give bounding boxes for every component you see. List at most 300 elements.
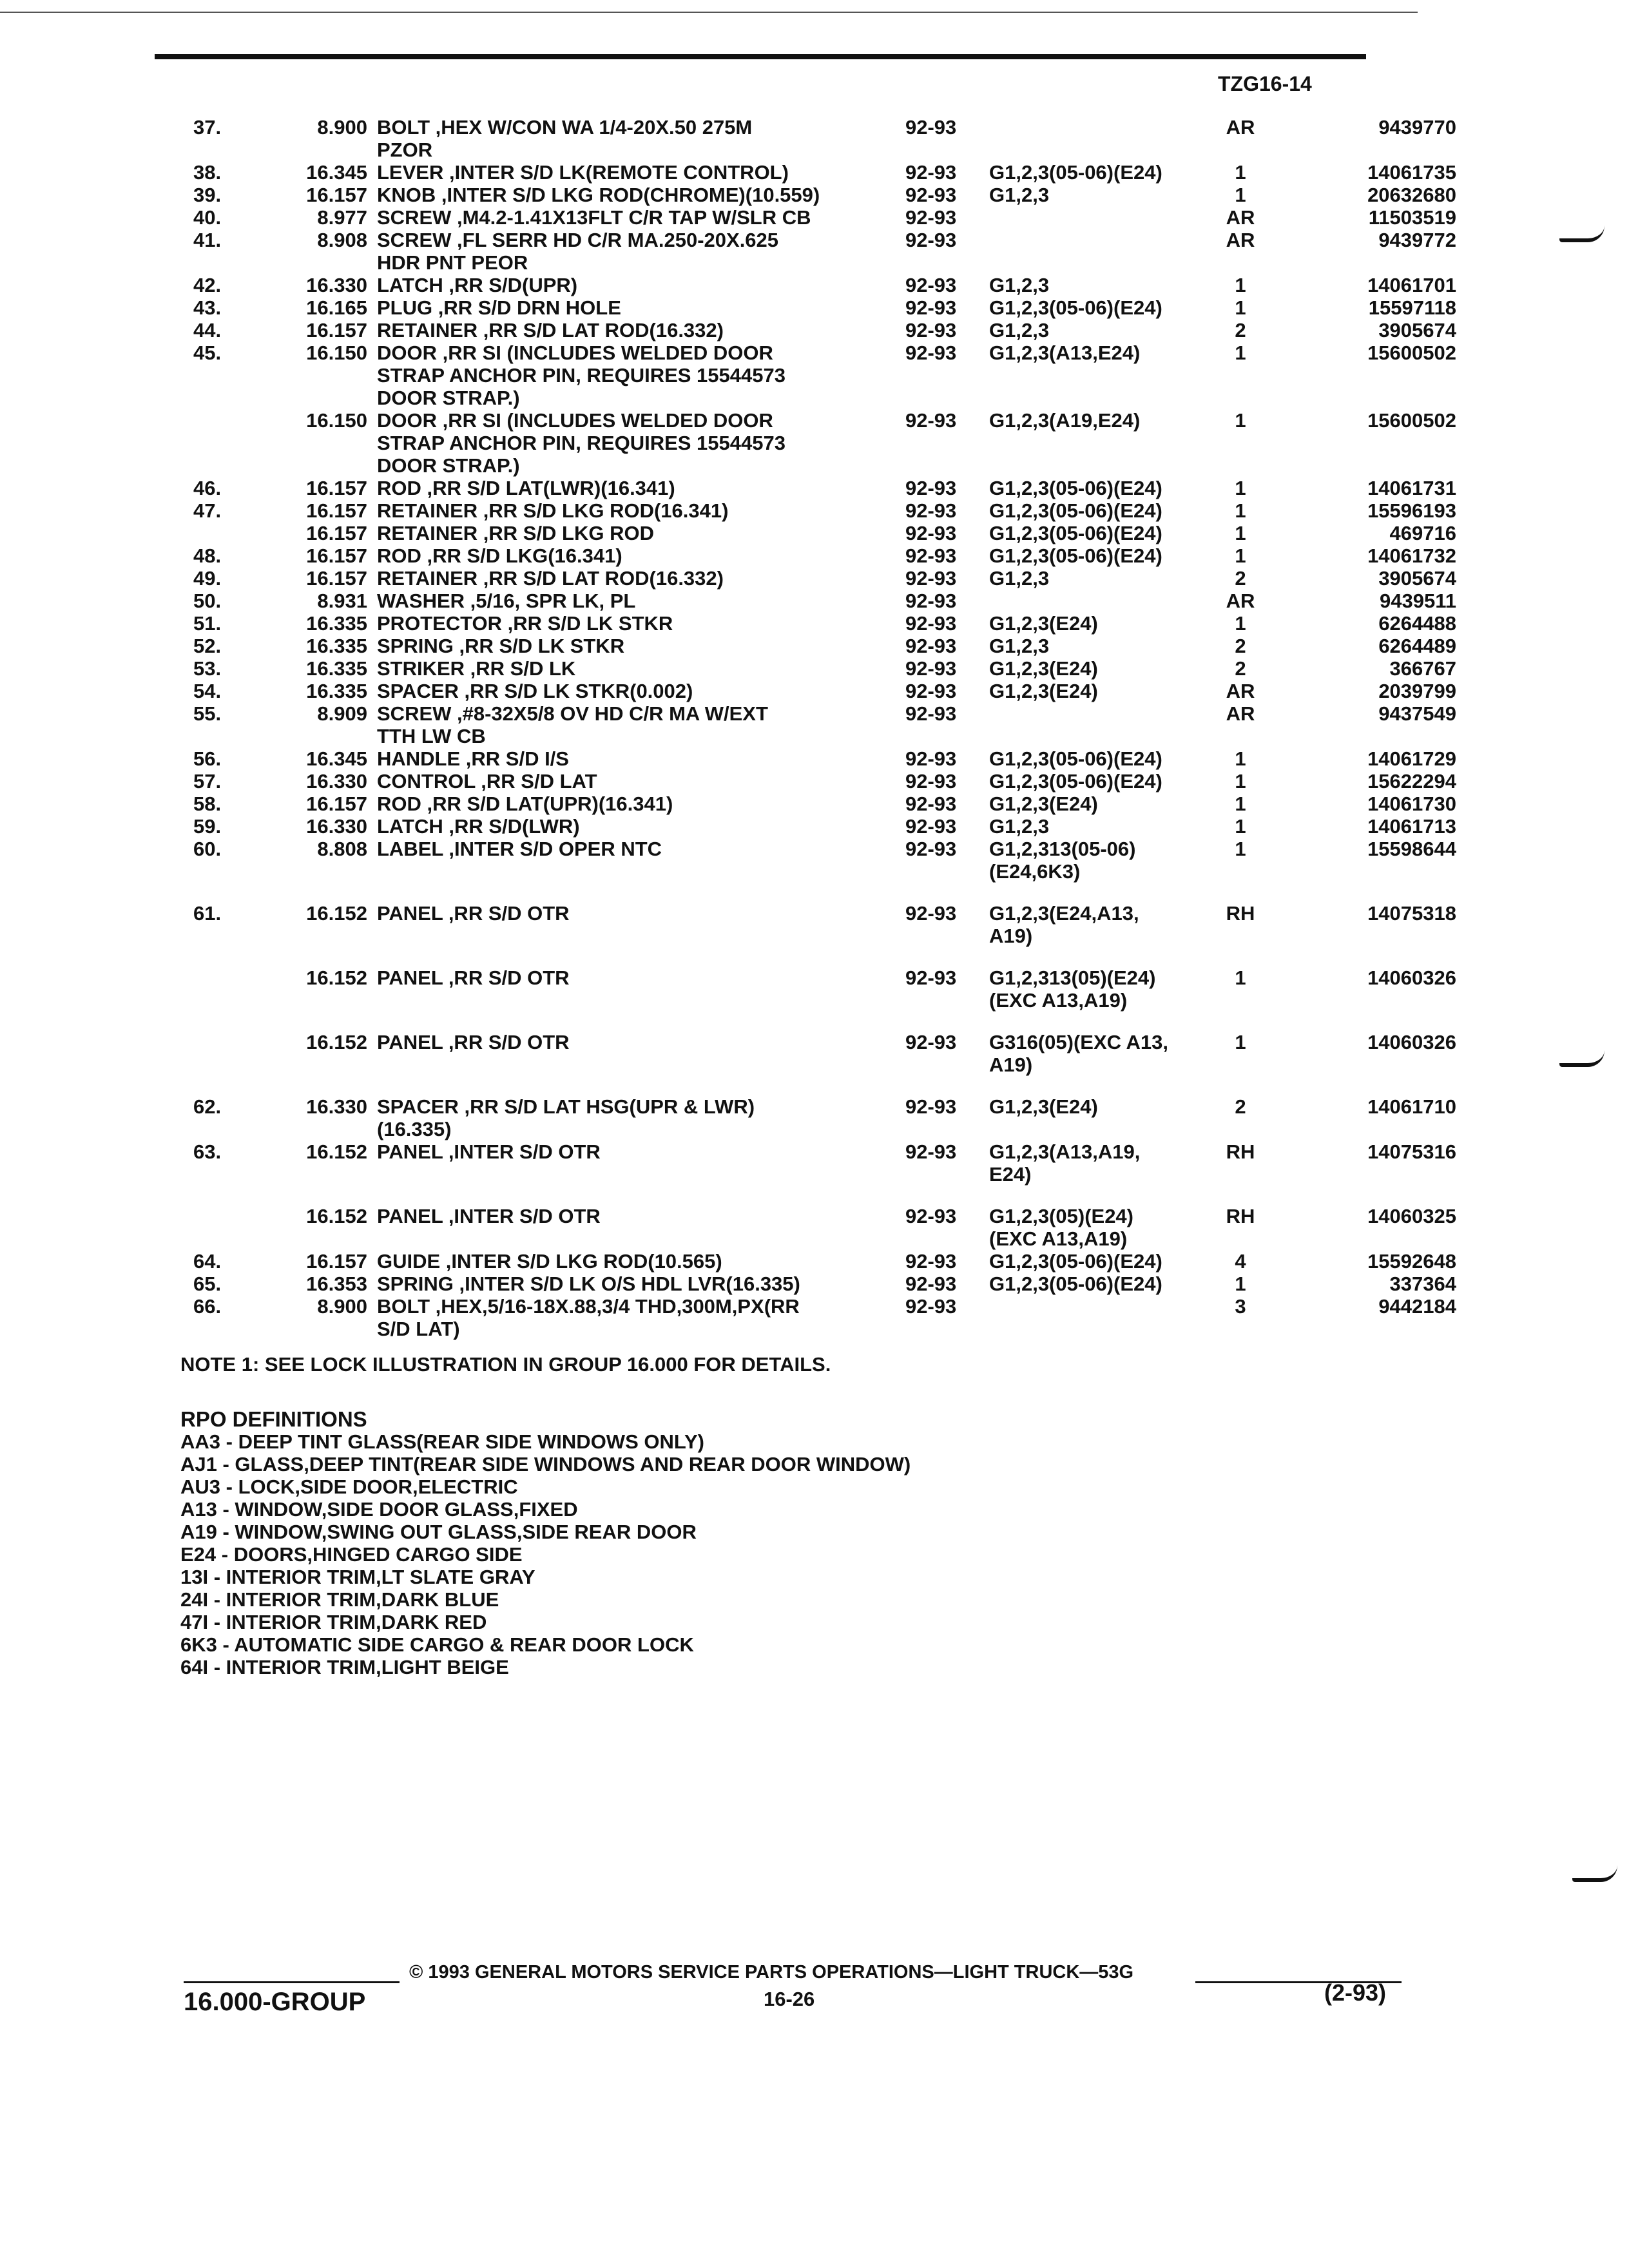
group-number: 16.157 [306,522,367,544]
description-line: DOOR ,RR SI (INCLUDES WELDED DOOR [377,341,773,364]
ref-number: 65. [193,1273,222,1295]
part-description [377,838,1079,860]
part-number: 14061701 [1367,274,1456,296]
quantity: 2 [1235,635,1246,657]
ref-number: 55. [193,702,222,725]
part-number: 14061732 [1367,544,1456,567]
model-years: 92-93 [905,590,957,612]
rpo-definitions [180,1408,911,1678]
part-description [377,499,1079,522]
ref-number: 60. [193,838,222,860]
model-years: 92-93 [905,902,957,925]
quantity: 2 [1235,319,1246,341]
group-number: 16.157 [306,184,367,206]
model-usage: G1,2,3(E24,A13, A19) [989,902,1139,947]
part-number: 9439770 [1378,116,1456,139]
footer-rule-left [184,1981,400,1983]
part-number: 14060326 [1367,966,1456,989]
part-description [377,815,1079,838]
quantity: 1 [1235,544,1246,567]
description-line: SPACER ,RR S/D LK STKR(0.002) [377,680,693,702]
part-number: 11503519 [1368,206,1456,229]
model-years: 92-93 [905,116,957,139]
group-number: 8.977 [317,206,367,229]
model-usage: G1,2,3 [989,274,1050,296]
rpo-item: 13I - INTERIOR TRIM,LT SLATE GRAY [180,1566,535,1588]
ref-number: 53. [193,657,222,680]
model-years: 92-93 [905,1140,957,1163]
part-description [377,319,1079,341]
description-line: SCREW ,#8-32X5/8 OV HD C/R MA W/EXT [377,702,768,725]
group-number: 8.900 [317,1295,367,1318]
description-continuation: STRAP ANCHOR PIN, REQUIRES 15544573 DOOR STRAP.) [377,432,786,477]
part-number: 15592648 [1367,1250,1456,1273]
part-row [193,499,1456,522]
rpo-item: A19 - WINDOW,SWING OUT GLASS,SIDE REAR DOOR [180,1521,697,1543]
ref-number: 52. [193,635,222,657]
model-usage: G1,2,3 [989,567,1050,590]
part-row [193,296,1456,319]
ref-number: 43. [193,296,222,319]
model-usage: G1,2,3(05-06)(E24) [989,296,1162,319]
group-number: 16.330 [306,815,367,838]
part-row [193,612,1456,635]
part-row [193,657,1456,680]
part-description [377,1205,1079,1227]
part-number: 2039799 [1378,680,1456,702]
group-number: 16.157 [306,1250,367,1273]
ref-number: 62. [193,1095,222,1118]
model-years: 92-93 [905,522,957,544]
part-number: 15597118 [1368,296,1456,319]
group-number: 8.908 [317,229,367,251]
description-line: PANEL ,RR S/D OTR [377,1031,570,1053]
quantity: AR [1226,206,1255,229]
part-number: 9439772 [1378,229,1456,251]
part-number: 14075316 [1367,1140,1456,1163]
description-line: HANDLE ,RR S/D I/S [377,747,569,770]
ref-number: 49. [193,567,222,590]
quantity: 1 [1235,184,1246,206]
quantity: 4 [1235,1250,1246,1273]
rpo-item: AU3 - LOCK,SIDE DOOR,ELECTRIC [180,1475,518,1498]
model-usage: G1,2,3(A13,A19, E24) [989,1140,1141,1186]
part-number: 6264488 [1378,612,1456,635]
quantity: RH [1226,1140,1255,1163]
group-number: 16.152 [306,1140,367,1163]
ref-number: 61. [193,902,222,925]
part-row [193,770,1456,793]
description-line: LATCH ,RR S/D(UPR) [377,274,578,296]
ref-number: 57. [193,770,222,793]
ref-number: 54. [193,680,222,702]
part-row [193,966,1456,1012]
ref-number: 56. [193,747,222,770]
group-number: 16.353 [306,1273,367,1295]
ref-number: 59. [193,815,222,838]
part-description [377,206,1079,229]
model-usage: G1,2,3(E24) [989,657,1098,680]
model-usage: G1,2,3(A13,E24) [989,341,1141,364]
part-number: 3905674 [1378,567,1456,590]
ref-number: 37. [193,116,222,139]
description-line: RETAINER ,RR S/D LKG ROD [377,522,654,544]
part-row [193,1140,1456,1186]
group-number: 16.152 [306,1031,367,1053]
model-years: 92-93 [905,477,957,499]
group-number: 16.150 [306,341,367,364]
group-number: 16.157 [306,499,367,522]
quantity: 1 [1235,793,1246,815]
model-years: 92-93 [905,702,957,725]
model-usage: G1,2,3(A19,E24) [989,409,1141,432]
model-years: 92-93 [905,544,957,567]
part-row [193,319,1456,341]
part-row [193,838,1456,883]
description-continuation: S/D LAT) [377,1318,460,1340]
part-description [377,116,1079,161]
part-description [377,229,1079,274]
part-description [377,274,1079,296]
part-description [377,747,1079,770]
model-years: 92-93 [905,747,957,770]
part-number: 14060325 [1367,1205,1456,1227]
footer-group-label: 16.000-GROUP [184,1988,366,2016]
group-number: 16.152 [306,966,367,989]
model-usage: G1,2,3(05-06)(E24) [989,499,1162,522]
group-number: 16.330 [306,274,367,296]
part-number: 14061731 [1367,477,1456,499]
part-number: 14075318 [1367,902,1456,925]
group-number: 8.931 [317,590,367,612]
ref-number: 40. [193,206,222,229]
quantity: AR [1226,702,1255,725]
group-number: 16.330 [306,1095,367,1118]
model-usage: G1,2,3(E24) [989,1095,1098,1118]
description-line: STRIKER ,RR S/D LK [377,657,576,680]
part-description [377,902,1079,925]
model-years: 92-93 [905,1095,957,1118]
part-description [377,477,1079,499]
model-usage: G1,2,3(E24) [989,793,1098,815]
group-number: 16.345 [306,747,367,770]
quantity: 1 [1235,815,1246,838]
ref-number: 64. [193,1250,222,1273]
model-usage: G1,2,3 [989,635,1050,657]
quantity: AR [1226,590,1255,612]
part-number: 14061713 [1367,815,1456,838]
part-number: 14061735 [1367,161,1456,184]
rpo-item: 47I - INTERIOR TRIM,DARK RED [180,1611,487,1633]
quantity: 1 [1235,522,1246,544]
model-usage: G1,2,3(05-06)(E24) [989,770,1162,793]
description-line: SCREW ,FL SERR HD C/R MA.250-20X.625 [377,229,779,251]
part-row [193,680,1456,702]
group-number: 8.900 [317,116,367,139]
group-number: 8.808 [317,838,367,860]
model-years: 92-93 [905,1250,957,1273]
quantity: 1 [1235,838,1246,860]
part-row [193,544,1456,567]
ref-number: 66. [193,1295,222,1318]
part-row [193,477,1456,499]
description-line: DOOR ,RR SI (INCLUDES WELDED DOOR [377,409,773,432]
description-line: PANEL ,INTER S/D OTR [377,1205,601,1227]
part-row [193,590,1456,612]
description-line: CONTROL ,RR S/D LAT [377,770,597,793]
description-line: SPACER ,RR S/D LAT HSG(UPR & LWR) [377,1095,755,1118]
group-number: 16.165 [306,296,367,319]
part-row [193,1031,1456,1076]
quantity: 1 [1235,341,1246,364]
description-line: WASHER ,5/16, SPR LK, PL [377,590,636,612]
part-description [377,1273,1079,1295]
rpo-item: 64I - INTERIOR TRIM,LIGHT BEIGE [180,1656,509,1678]
description-line: PLUG ,RR S/D DRN HOLE [377,296,621,319]
description-line: ROD ,RR S/D LAT(UPR)(16.341) [377,793,673,815]
ref-number: 63. [193,1140,222,1163]
model-usage: G1,2,3(05-06)(E24) [989,544,1162,567]
group-number: 16.157 [306,567,367,590]
model-usage: G1,2,313(05)(E24) (EXC A13,A19) [989,966,1156,1012]
description-line: PROTECTOR ,RR S/D LK STKR [377,612,673,635]
part-row [193,1095,1456,1140]
scan-binding-mark [1559,226,1605,242]
model-years: 92-93 [905,341,957,364]
model-usage: G1,2,3(05-06)(E24) [989,1250,1162,1273]
footer-copyright: © 1993 GENERAL MOTORS SERVICE PARTS OPERATIONS—LIGHT TRUCK—53G [409,1962,1134,1983]
quantity: 1 [1235,161,1246,184]
description-line: RETAINER ,RR S/D LAT ROD(16.332) [377,319,724,341]
rpo-title: RPO DEFINITIONS [180,1407,367,1431]
part-row [193,1205,1456,1250]
part-description [377,409,1079,477]
ref-number: 48. [193,544,222,567]
group-number: 8.909 [317,702,367,725]
part-row [193,206,1456,229]
part-description [377,1295,1079,1340]
part-number: 14061710 [1367,1095,1456,1118]
part-description [377,544,1079,567]
model-years: 92-93 [905,612,957,635]
part-row [193,567,1456,590]
part-number: 15598644 [1367,838,1456,860]
quantity: 1 [1235,1273,1246,1295]
part-row [193,522,1456,544]
part-number: 9439511 [1380,590,1456,612]
model-usage: G1,2,313(05-06) (E24,6K3) [989,838,1136,883]
quantity: 1 [1235,499,1246,522]
quantity: AR [1226,229,1255,251]
model-years: 92-93 [905,770,957,793]
quantity: 1 [1235,612,1246,635]
part-row [193,1295,1456,1340]
part-description [377,522,1079,544]
description-line: SPRING ,INTER S/D LK O/S HDL LVR(16.335) [377,1273,800,1295]
description-continuation: TTH LW CB [377,725,486,747]
part-description [377,567,1079,590]
part-row [193,274,1456,296]
description-line: ROD ,RR S/D LKG(16.341) [377,544,622,567]
part-row [193,815,1456,838]
part-number: 15600502 [1367,409,1456,432]
part-number: 14061730 [1367,793,1456,815]
part-row [193,116,1456,161]
scan-binding-mark [1559,1050,1605,1067]
model-years: 92-93 [905,1205,957,1227]
group-number: 16.152 [306,902,367,925]
parts-list [193,116,1456,1340]
part-number: 469716 [1389,522,1456,544]
note-text: NOTE 1: SEE LOCK ILLUSTRATION IN GROUP 16.000 FOR DETAILS. [180,1353,831,1376]
part-description [377,184,1079,206]
description-line: LEVER ,INTER S/D LK(REMOTE CONTROL) [377,161,789,184]
description-line: SPRING ,RR S/D LK STKR [377,635,625,657]
group-number: 16.157 [306,319,367,341]
model-usage: G1,2,3(E24) [989,612,1098,635]
model-usage: G316(05)(EXC A13, A19) [989,1031,1168,1076]
group-number: 16.152 [306,1205,367,1227]
description-line: PANEL ,RR S/D OTR [377,902,570,925]
part-description [377,612,1079,635]
part-row [193,635,1456,657]
model-years: 92-93 [905,680,957,702]
part-row [193,161,1456,184]
part-number: 337364 [1389,1273,1456,1295]
ref-number: 51. [193,612,222,635]
part-number: 15622294 [1367,770,1456,793]
part-description [377,590,1079,612]
description-line: KNOB ,INTER S/D LKG ROD(CHROME)(10.559) [377,184,820,206]
part-row [193,793,1456,815]
ref-number: 39. [193,184,222,206]
quantity: 2 [1235,1095,1246,1118]
footer-date: (2-93) [1324,1979,1387,2006]
model-years: 92-93 [905,206,957,229]
page-code: TZG16-14 [1218,72,1312,95]
model-years: 92-93 [905,567,957,590]
quantity: 1 [1235,747,1246,770]
part-row [193,902,1456,947]
quantity: 2 [1235,567,1246,590]
part-description [377,1031,1079,1053]
description-continuation: PZOR [377,139,433,161]
part-description [377,296,1079,319]
quantity: 1 [1235,477,1246,499]
group-number: 16.335 [306,657,367,680]
model-years: 92-93 [905,1031,957,1053]
ref-number: 38. [193,161,222,184]
quantity: 3 [1235,1295,1246,1318]
group-number: 16.157 [306,544,367,567]
scan-edge-line [0,12,1418,13]
rpo-list [180,1430,911,1678]
quantity: 1 [1235,966,1246,989]
description-continuation: (16.335) [377,1118,452,1140]
description-line: GUIDE ,INTER S/D LKG ROD(10.565) [377,1250,722,1273]
description-line: RETAINER ,RR S/D LAT ROD(16.332) [377,567,724,590]
scan-binding-mark [1572,1865,1617,1882]
group-number: 16.335 [306,680,367,702]
group-number: 16.335 [306,612,367,635]
part-description [377,341,1079,409]
part-row [193,341,1456,409]
part-row [193,1273,1456,1295]
description-line: PANEL ,INTER S/D OTR [377,1140,601,1163]
group-number: 16.157 [306,477,367,499]
model-usage: G1,2,3(05-06)(E24) [989,477,1162,499]
model-years: 92-93 [905,838,957,860]
footer-page-number: 16-26 [764,1988,815,2010]
rpo-item: A13 - WINDOW,SIDE DOOR GLASS,FIXED [180,1498,578,1521]
description-continuation: STRAP ANCHOR PIN, REQUIRES 15544573 DOOR STRAP.) [377,364,786,409]
group-number: 16.157 [306,793,367,815]
model-usage: G1,2,3(E24) [989,680,1098,702]
model-years: 92-93 [905,409,957,432]
description-line: LABEL ,INTER S/D OPER NTC [377,838,662,860]
ref-number: 45. [193,341,222,364]
ref-number: 42. [193,274,222,296]
model-years: 92-93 [905,319,957,341]
ref-number: 44. [193,319,222,341]
part-row [193,229,1456,274]
part-description [377,770,1079,793]
part-number: 14061729 [1367,747,1456,770]
quantity: RH [1226,902,1255,925]
group-number: 16.335 [306,635,367,657]
model-years: 92-93 [905,793,957,815]
part-number: 15596193 [1367,499,1456,522]
quantity: 1 [1235,296,1246,319]
quantity: 1 [1235,409,1246,432]
group-number: 16.345 [306,161,367,184]
part-description [377,1095,1079,1140]
quantity: 1 [1235,274,1246,296]
model-years: 92-93 [905,499,957,522]
model-years: 92-93 [905,161,957,184]
part-description [377,1250,1079,1273]
quantity: RH [1226,1205,1255,1227]
quantity: 2 [1235,657,1246,680]
part-description [377,702,1079,747]
part-row [193,1250,1456,1273]
ref-number: 46. [193,477,222,499]
part-description [377,635,1079,657]
part-row [193,184,1456,206]
quantity: AR [1226,680,1255,702]
part-number: 3905674 [1378,319,1456,341]
part-description [377,793,1079,815]
part-row [193,747,1456,770]
header-rule [155,54,1366,59]
model-usage: G1,2,3(05-06)(E24) [989,161,1162,184]
model-years: 92-93 [905,274,957,296]
ref-number: 41. [193,229,222,251]
part-row [193,409,1456,477]
part-row [193,702,1456,747]
model-years: 92-93 [905,184,957,206]
model-usage: G1,2,3(05-06)(E24) [989,522,1162,544]
part-number: 9437549 [1378,702,1456,725]
part-number: 366767 [1389,657,1456,680]
description-line: BOLT ,HEX,5/16-18X.88,3/4 THD,300M,PX(RR [377,1295,800,1318]
part-description [377,680,1079,702]
model-years: 92-93 [905,229,957,251]
ref-number: 58. [193,793,222,815]
ref-number: 47. [193,499,222,522]
description-line: BOLT ,HEX W/CON WA 1/4-20X.50 275M [377,116,753,139]
group-number: 16.330 [306,770,367,793]
